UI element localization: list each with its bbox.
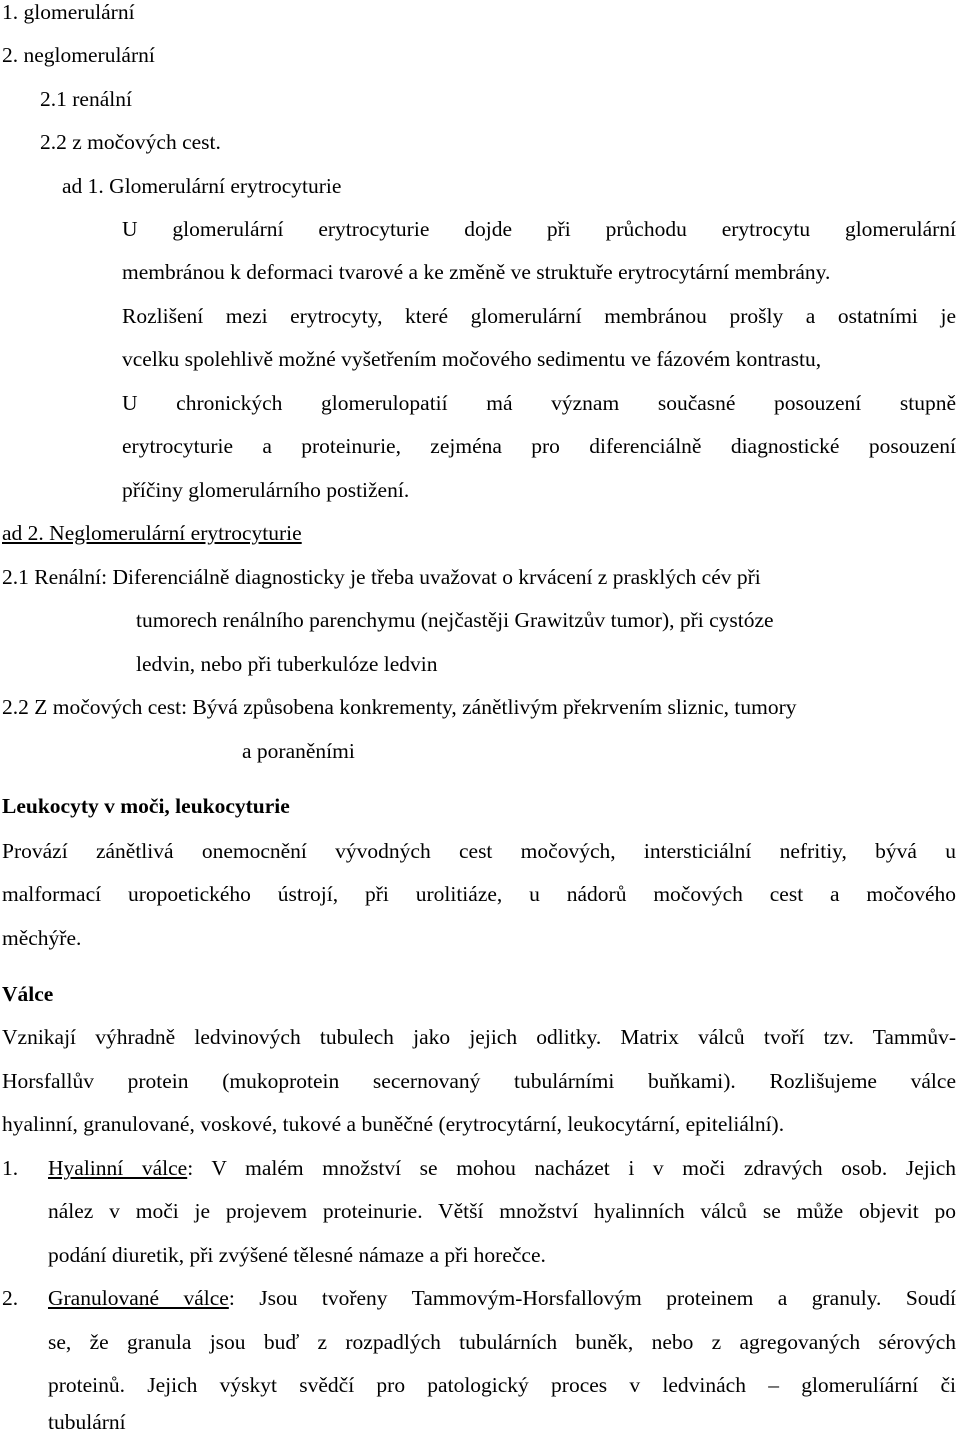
outline-item-1: 1. glomerulární	[2, 0, 135, 24]
urinary-line: 2.2 Z močových cest: Bývá způsobena konkrementy, zánětlivým překrvením sliznic, tumory	[2, 695, 797, 719]
ad2-heading: ad 2. Neglomerulární erytrocyturie	[2, 521, 302, 545]
ad1-heading: ad 1. Glomerulární erytrocyturie	[62, 174, 342, 198]
renal-line: ledvin, nebo při tuberkulóze ledvin	[136, 652, 438, 676]
casts-line: hyalinní, granulované, voskové, tukové a buněčné (erytrocytární, leukocytární, epiteliální).	[2, 1112, 785, 1136]
casts-line: Horsfallův protein (mukoprotein secernovaný tubulárními buňkami). Rozlišujeme válce	[2, 1069, 956, 1093]
casts-item-line: podání diuretik, při zvýšené tělesné námaze a při horečce.	[48, 1243, 546, 1267]
casts-item-first-line	[48, 1156, 956, 1180]
outline-item-2-1: 2.1 renální	[40, 87, 132, 111]
ad1-line: Rozlišení mezi erytrocyty, které glomerulární membránou prošly a ostatními je	[122, 304, 956, 328]
ad1-line: erytrocyturie a proteinurie, zejména pro diferenciálně diagnostické posouzení	[122, 434, 956, 458]
renal-line: 2.1 Renální: Diferenciálně diagnosticky je třeba uvažovat o krvácení z prasklých cév při	[2, 565, 761, 589]
renal-line: tumorech renálního parenchymu (nejčastěji Grawitzův tumor), při cystóze	[136, 608, 774, 632]
casts-item-number: 2.	[2, 1286, 19, 1310]
casts-item-line: se, že granula jsou buď z rozpadlých tubulárních buněk, nebo z agregovaných sérových	[48, 1330, 956, 1354]
casts-line: Vznikají výhradně ledvinových tubulech jako jejich odlitky. Matrix válců tvoří tzv. Tammův-	[2, 1025, 956, 1049]
casts-item-line: proteinů. Jejich výskyt svědčí pro patologický proces v ledvinách – glomerulíární či	[48, 1373, 956, 1397]
leukocytes-line: měchýře.	[2, 926, 82, 950]
casts-item-text: : V malém množství se mohou nacházet i v moči zdravých osob. Jejich	[187, 1156, 956, 1180]
casts-item-number: 1.	[2, 1156, 19, 1180]
casts-item-term: Granulované válce	[48, 1286, 229, 1310]
ad1-line: U chronických glomerulopatií má význam současné posouzení stupně	[122, 391, 956, 415]
outline-item-2: 2. neglomerulární	[2, 43, 155, 67]
ad1-line: vcelku spolehlivě možné vyšetřením močového sedimentu ve fázovém kontrastu,	[122, 347, 822, 371]
ad1-line: příčiny glomerulárního postižení.	[122, 478, 410, 502]
outline-item-2-2: 2.2 z močových cest.	[40, 130, 221, 154]
ad1-line: U glomerulární erytrocyturie dojde při průchodu erytrocytu glomerulární	[122, 217, 956, 241]
leukocytes-heading: Leukocyty v moči, leukocyturie	[2, 794, 290, 818]
urinary-line: a poraněními	[242, 739, 355, 763]
casts-item-first-line	[48, 1286, 956, 1310]
casts-heading: Válce	[2, 982, 54, 1006]
leukocytes-line: malformací uropoetického ústrojí, při urolitiáze, u nádorů močových cest a močového	[2, 882, 956, 906]
casts-item-text: : Jsou tvořeny Tammovým-Horsfallovým proteinem a granuly. Soudí	[228, 1286, 957, 1310]
ad1-line: membránou k deformaci tvarové a ke změně ve struktuře erytrocytární membrány.	[122, 260, 831, 284]
leukocytes-line: Provází zánětlivá onemocnění vývodných cest močových, intersticiální nefritiy, bývá u	[2, 839, 956, 863]
casts-item-term: Hyalinní válce	[48, 1156, 188, 1180]
casts-item-line: nález v moči je projevem proteinurie. Větší množství hyalinních válců se může objevit po	[48, 1199, 956, 1223]
casts-item-line: tubulární	[48, 1410, 126, 1434]
